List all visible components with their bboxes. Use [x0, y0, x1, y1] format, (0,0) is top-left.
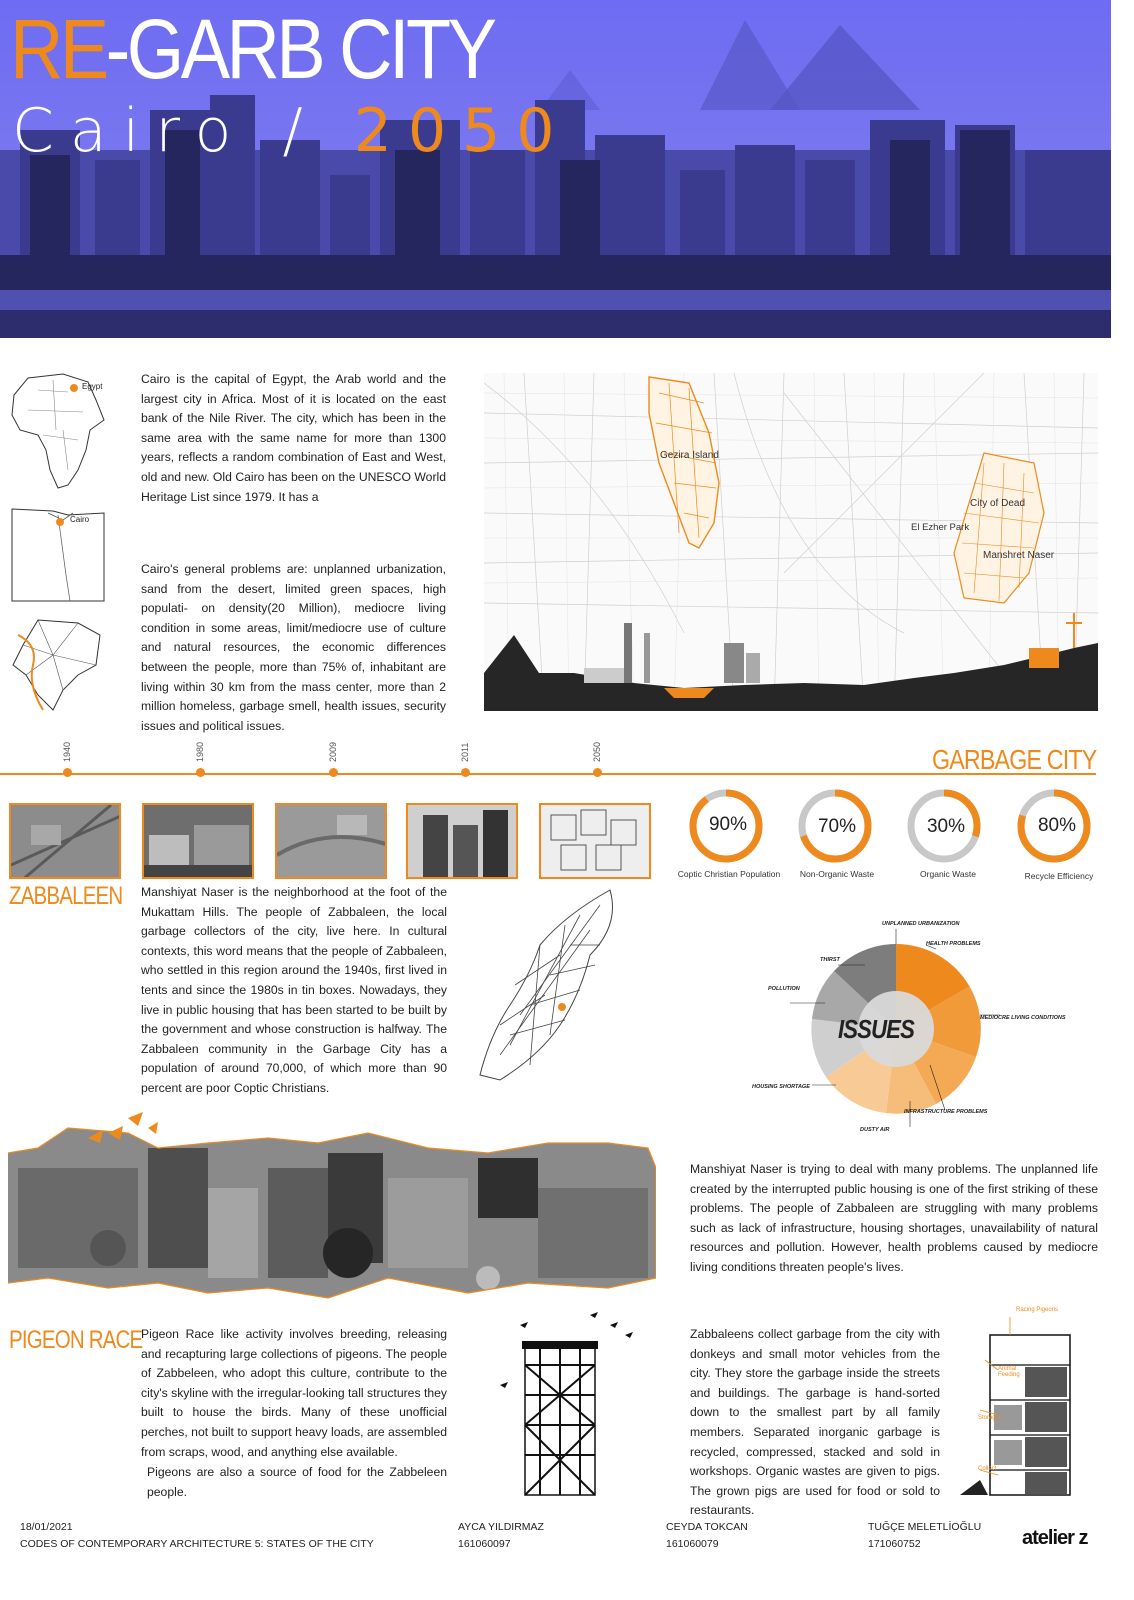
issue-label-housing: HOUSING SHORTAGE [752, 1084, 810, 1090]
footer-student-name: AYCA YILDIRMAZ [458, 1521, 544, 1533]
manshiyat-naser-map [470, 885, 630, 1085]
timeline-year: 1940 [62, 741, 72, 762]
timeline-year: 1980 [195, 741, 205, 762]
intro-paragraph-2: Cairo's general problems are: unplanned urbanization, sand from the desert, limited green spaces, high populati- on density(20 Million), mediocre living condition in some areas, limit/mediocre use of culture and natural resources, the economic differences between the people, more than 75% of, inhabitant are living within 30 km from the mass center, more than 2 million homeless, garbage smell, health issues, security issues and political issues. [141, 562, 446, 733]
footer-student-name: CEYDA TOKCAN [666, 1521, 748, 1533]
footer-student-id: 161060079 [666, 1538, 719, 1550]
timeline-dot [593, 768, 602, 777]
timeline-dot [461, 768, 470, 777]
timeline-photo-2011 [406, 803, 518, 879]
atelier-z-logo: atelier z [1022, 1527, 1088, 1549]
timeline-photo-1940 [9, 803, 121, 879]
issue-label-mediocre: MEDIOCRE LIVING CONDITIONS [980, 1015, 1066, 1021]
zabbaleen-title: ZABBALEEN [9, 882, 123, 910]
timeline-photo-2009 [275, 803, 387, 879]
map-label-el-ezher: El Ezher Park [911, 522, 970, 533]
issue-label-infrastructure: INFRASTRUCTURE PROBLEMS [904, 1109, 988, 1115]
timeline-dot [63, 768, 72, 777]
hero-subtitle [12, 98, 570, 164]
hero-title [10, 4, 493, 94]
timeline-dot [196, 768, 205, 777]
stat-label-organic: Organic Waste [920, 869, 976, 879]
diagram-label-racing: Racing Pigeons [1016, 1307, 1059, 1313]
hero-banner [0, 0, 1111, 338]
timeline [0, 740, 700, 780]
zabbaleen-photo-collage [8, 1108, 656, 1303]
timeline-photo-1980 [142, 803, 254, 879]
map-label-gezira: Gezira Island [660, 450, 719, 461]
issue-label-thirst: THIRST [820, 957, 840, 963]
stat-value-recycle: 80% [1037, 815, 1077, 836]
map-label-manshret: Manshret Naser [983, 550, 1055, 561]
cairo-street-map [484, 373, 1098, 711]
egypt-label: Egypt [82, 382, 103, 391]
collage-graphic [8, 1108, 656, 1303]
timeline-year: 2009 [328, 741, 338, 762]
cairo-districts-map [8, 615, 108, 715]
cairo-label: Cairo [70, 515, 90, 524]
timeline-photo-2050 [539, 803, 651, 879]
footer-student-name: TUĞÇE MELETLİOĞLU [868, 1521, 982, 1533]
pigeon-race-text: Pigeon Race like activity involves breeding, releasing and recapturing large collections of pigeons. The people of Zabbeleen, who adopt this culture, contribute to the city's skyline with the irregular-looking tall structures they built to house the birds. Many of these unofficial perches, not built to support heavy loads, are assembled from scraps, wood, and anything else available. [141, 1327, 447, 1459]
hero-title-prefix: RE [10, 2, 106, 96]
street-map-graphic [484, 373, 1098, 711]
issue-label-dusty: DUSTY AIR [860, 1127, 890, 1133]
egypt-map [8, 505, 108, 605]
zabbaleen-text: Manshiyat Naser is the neighborhood at the foot of the Mukattam Hills. The people of Zabbaleen, the local garbage collectors of the city, live here. In cultural contexts, this word means that the people of Zabbaleen, who settled in this region around the 1940s, first lived in tents and since the 1980s in tin boxes. Nowadays, they live in public housing that has been started to be built by the government and whose construction is halfway. The Zabbaleen community in the Garbage City has a population of around 70,000, of which more than 90 percent are poor Coptic Christians. [141, 885, 447, 1095]
timeline-year: 2011 [460, 742, 470, 762]
hero-title-rest: -GARB CITY [105, 2, 494, 96]
timeline-dot [329, 768, 338, 777]
footer-student-id: 161060097 [458, 1538, 511, 1550]
footer-course: CODES OF CONTEMPORARY ARCHITECTURE 5: STATES OF THE CITY [20, 1538, 374, 1550]
pigeon-race-text-2: Pigeons are also a source of food for the Zabbeleen people. [147, 1465, 447, 1499]
issues-center-label: ISSUES [838, 1014, 914, 1044]
stat-value-coptic: 90% [708, 814, 748, 835]
hero-subtitle-city: Cairo / [12, 96, 319, 166]
stat-label-nonorganic: Non-Organic Waste [799, 869, 875, 879]
diagram-label-collect: Collect [978, 1466, 997, 1472]
issue-label-pollution: POLLUTION [768, 986, 800, 992]
collection-text: Zabbaleens collect garbage from the city with donkeys and small motor vehicles from the city. They store the garbage inside the streets and buildings. The garbage is hand-sorted down to the smallest part by all family members. Separated inorganic garbage is recycled, compressed, stacked and sold in workshops. Organic wastes are given to pigs. The grown pigs are used for food or sold to restaurants. [690, 1327, 940, 1518]
issues-text: Manshiyat Naser is trying to deal with many problems. The unplanned life created by the interrupted public housing is one of the first striking of these problems. The people of Zabbaleen are struggling with many problems such as lack of infrastructure, housing shortages, unavailability of natural resources and pollution. However, health problems caused by mediocre living conditions threaten people's lives. [690, 1162, 1098, 1274]
diagram-label-storage: Storage [978, 1415, 1000, 1421]
intro-paragraph-1: Cairo is the capital of Egypt, the Arab world and the largest city in Africa. Most of it is located on the east bank of the Nile River. The city, which has been in the same area with the same name for more than 1300 years, reflects a random combination of East and West, old and new. Old Cairo has been on the UNESCO World Heritage List since 1979. It has a [141, 372, 446, 504]
pigeon-race-title: PIGEON RACE [9, 1326, 143, 1354]
issue-label-unplanned: UNPLANNED URBANIZATION [882, 921, 960, 927]
pigeon-tower-drawing [490, 1305, 640, 1505]
garbage-building-section [950, 1305, 1100, 1505]
stat-value-nonorganic: 70% [817, 816, 857, 837]
issue-label-health: HEALTH PROBLEMS [926, 941, 981, 947]
garbage-city-title: GARBAGE CITY [932, 744, 1097, 775]
timeline-year: 2050 [592, 741, 602, 762]
map-label-city-of-dead: City of Dead [970, 498, 1026, 509]
stat-label-coptic: Coptic Christian Population [677, 869, 781, 879]
diagram-label-animal: Animal Feeding [998, 1366, 1020, 1378]
stat-value-organic: 30% [926, 816, 966, 837]
footer-date: 18/01/2021 [20, 1521, 73, 1533]
stat-label-recycle: Recycle Efficiency [1024, 871, 1094, 881]
hero-subtitle-year: 2050 [353, 96, 571, 166]
footer-student-id: 171060752 [868, 1538, 921, 1550]
